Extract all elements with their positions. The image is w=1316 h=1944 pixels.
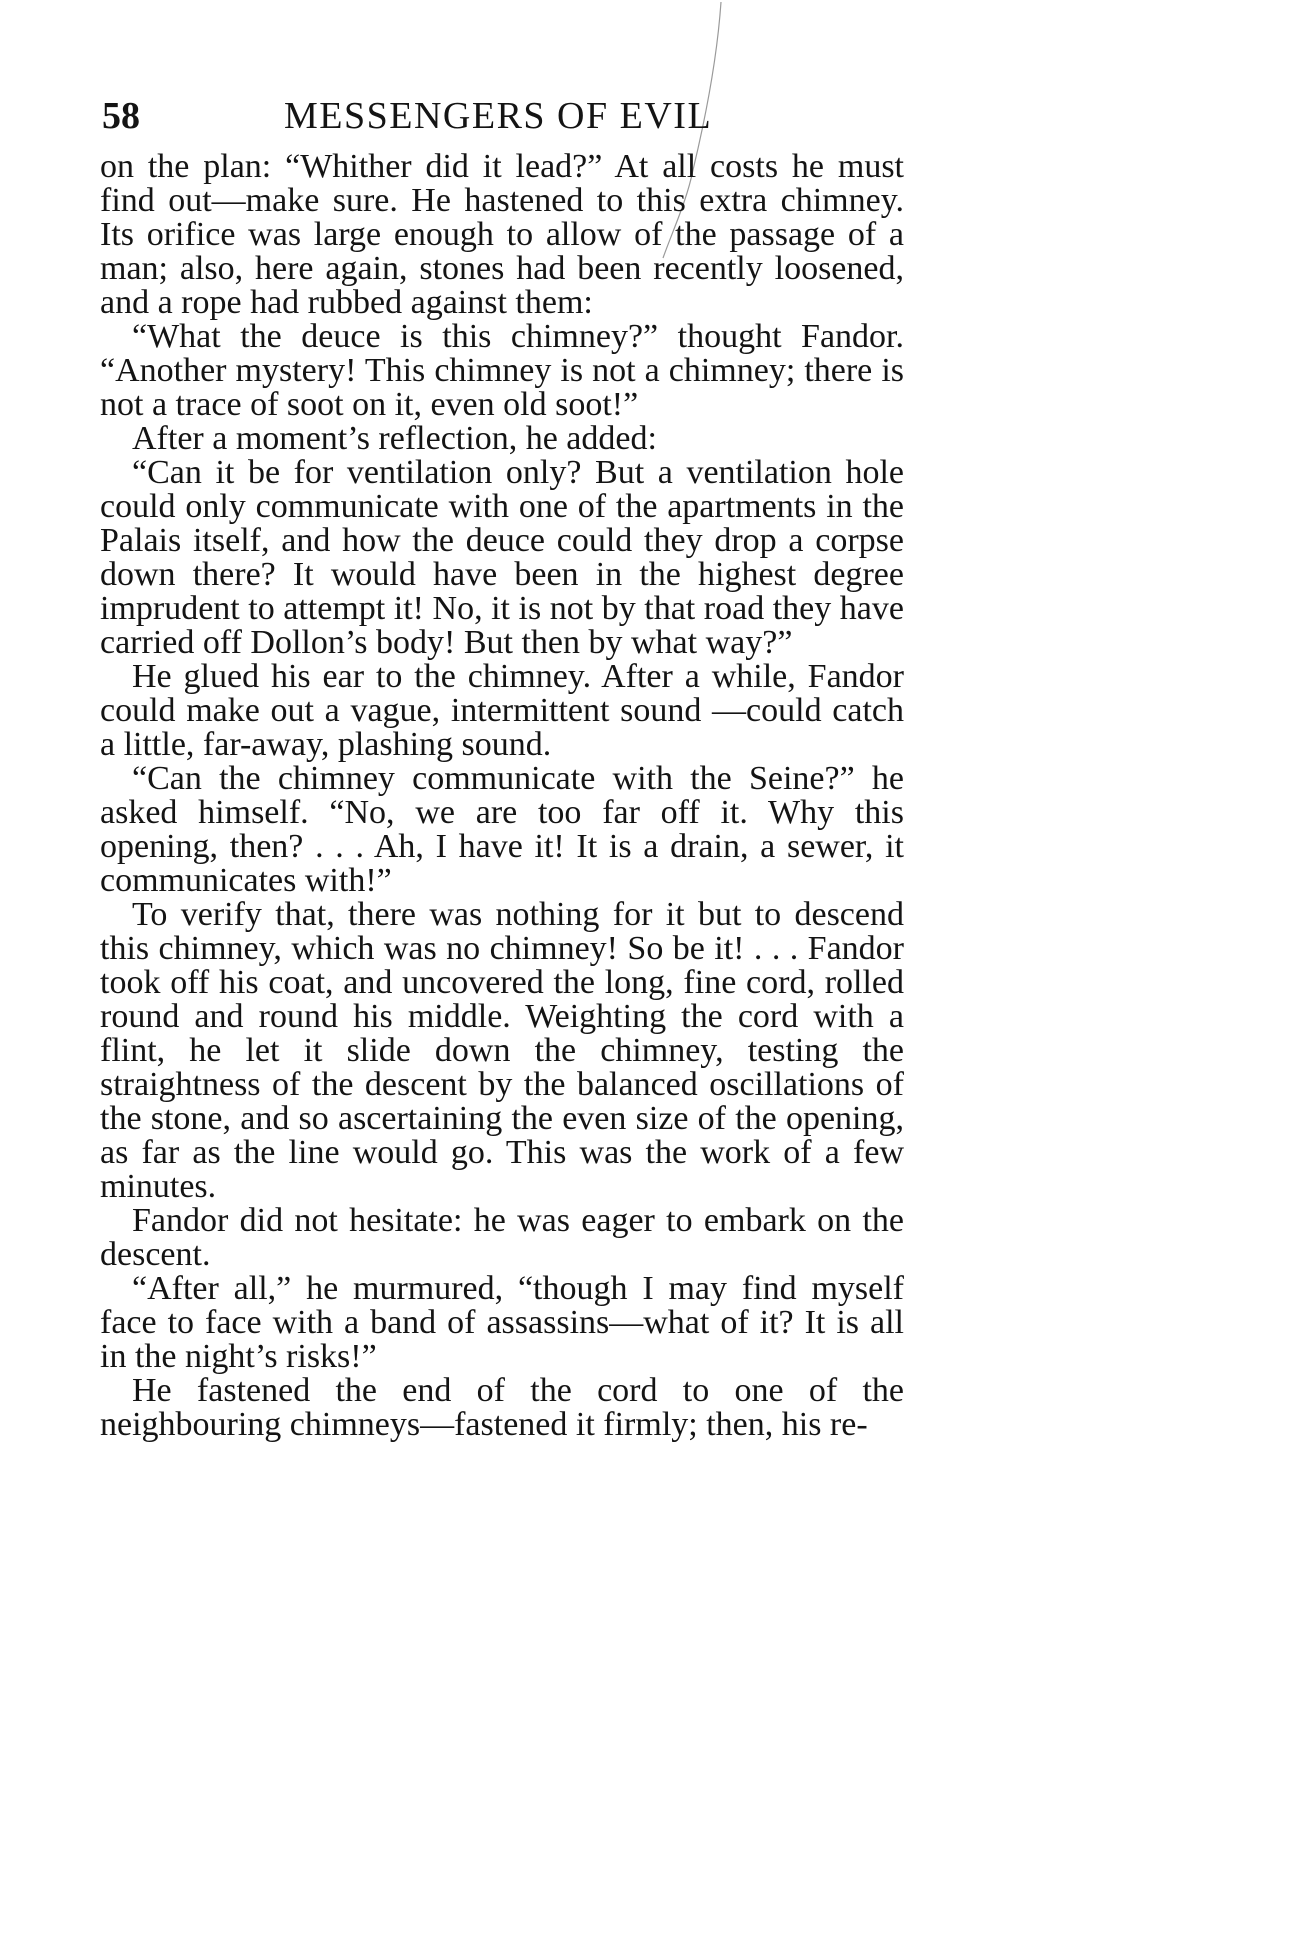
running-title: MESSENGERS OF EVIL: [284, 95, 713, 137]
page-number: 58: [102, 95, 140, 137]
paragraph: “After all,” he murmured, “though I may find myself face to face with a band of assassins—what of it? It is all in the night’s risks!”: [100, 1270, 904, 1375]
paragraph: After a moment’s reflection, he added:: [132, 420, 657, 457]
paragraph: “What the deuce is this chimney?” thought Fandor. “Another mystery! This chimney is not a chimney; there is not a trace of soot on it, even old soot!”: [100, 318, 904, 423]
paragraph: “Can the chimney communicate with the Seine?” he asked himself. “No, we are too far off it. Why this opening, then? . . . Ah, I have it! It is a drain, a sewer, it communicates with!”: [100, 760, 904, 899]
paragraph: on the plan: “Whither did it lead?” At all costs he must find out—make sure. He hastened to this extra chimney. Its orifice was large enough to allow of the passage of a man; also, here again, stones had been recently loosened, and a rope had rubbed against them:: [100, 148, 904, 321]
paragraph: He fastened the end of the cord to one of the neighbouring chimneys—fastened it firmly; then, his re-: [100, 1372, 904, 1443]
paragraph: To verify that, there was nothing for it but to descend this chimney, which was no chimney! So be it! . . . Fandor took off his coat, and uncovered the long, fine cord, rolled round and round his middle. Weighting the cord with a flint, he let it slide down the chimney, testing the straightness of the descent by the balanced oscillations of the stone, and so ascertaining the even size of the opening, as far as the line would go. This was the work of a few minutes.: [100, 896, 904, 1205]
paragraph: Fandor did not hesitate: he was eager to embark on the descent.: [100, 1202, 904, 1273]
paragraph: “Can it be for ventilation only? But a ventilation hole could only communicate with one of the apartments in the Palais itself, and how the deuce could they drop a corpse down there? It would have been in the highest degree imprudent to attempt it! No, it is not by that road they have carried off Dollon’s body! But then by what way?”: [100, 454, 904, 661]
page-header: [102, 93, 906, 143]
body-text: [100, 150, 904, 1442]
paragraph: He glued his ear to the chimney. After a while, Fandor could make out a vague, intermittent sound —could catch a little, far-away, plashing sound.: [100, 658, 904, 763]
